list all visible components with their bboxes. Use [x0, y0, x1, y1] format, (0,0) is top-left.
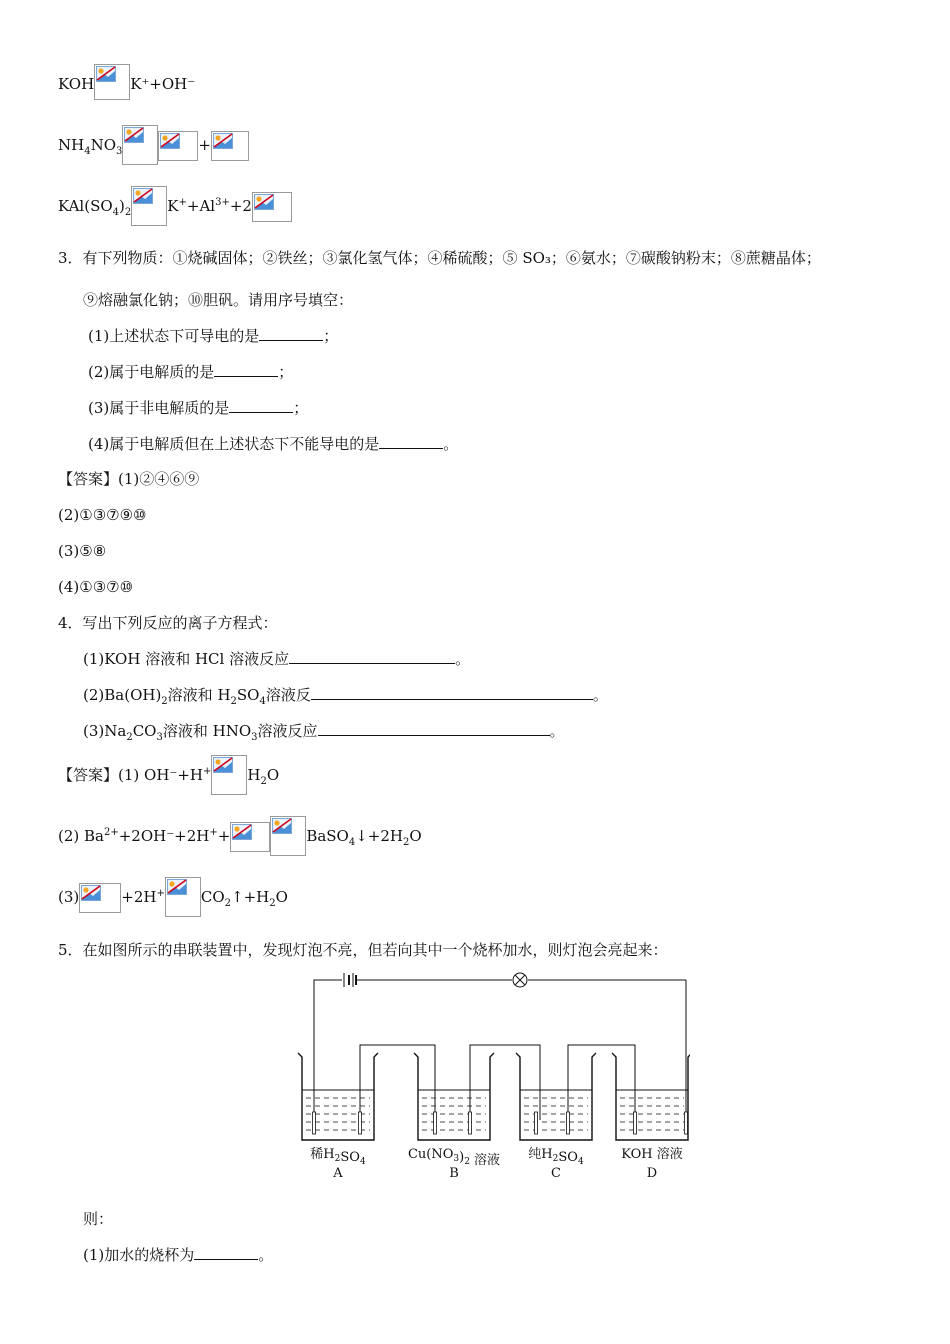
beaker-letter-label: C: [551, 1166, 561, 1181]
answer-blank: [379, 434, 443, 449]
broken-image-icon: [165, 877, 201, 917]
battery-icon: [344, 973, 356, 987]
beaker-name-label: $Cu(NO_3)_2$ 溶液: [407, 1147, 501, 1168]
series-circuit-diagram: [290, 965, 690, 1185]
beaker-d: [612, 1053, 690, 1140]
q4-answer-1: 【答案】(1) OH⁻+H+ $H_2O$: [58, 765, 279, 795]
broken-image-icon: [230, 822, 270, 852]
answer-blank: [289, 649, 455, 664]
q3-stem-line2: ⑨熔融氯化钠；⑩胆矾。请用序号填空：: [83, 291, 354, 309]
broken-image-icon: [211, 755, 247, 795]
beaker-letter-label: B: [449, 1166, 459, 1181]
equation-kal-so4: $KAl(SO_4)_2$ $K^++Al^{3+}+2$: [58, 196, 292, 226]
broken-image-icon: [158, 131, 198, 161]
top-wire: [314, 980, 686, 1120]
beaker-name-label: 稀$H_2SO_4$: [310, 1147, 366, 1167]
broken-image-icon: [79, 883, 121, 913]
broken-image-icon: [270, 816, 306, 856]
q3-stem-line1: 3．有下列物质：①烧碱固体；②铁丝；③氯化氢气体；④稀硫酸；⑤ SO₃；⑥氨水；⑦碳酸钠粉末；⑧蔗糖晶体；: [58, 249, 821, 267]
q4-answer-2: (2) $Ba^{2+}+2OH^-+2H^++$ $BaSO_4↓+2H_2O$: [58, 826, 422, 856]
beaker-name-label: KOH 溶液: [621, 1147, 683, 1162]
beaker-letter-label: D: [646, 1166, 658, 1181]
q3-answer-2: (2)①③⑦⑨⑩: [58, 506, 147, 524]
answer-blank: [214, 362, 278, 377]
q3-answer-1: 【答案】(1)②④⑥⑨: [58, 470, 200, 488]
equation-koh: KOH K⁺+OH⁻: [58, 74, 195, 100]
q4-sub2: $(2)Ba(OH)_2$溶液和 $H_2SO_4$溶液反 。: [83, 686, 608, 707]
answer-blank: [259, 326, 323, 341]
connecting-wires: [360, 1045, 635, 1120]
answer-blank: [311, 685, 593, 700]
beaker-c: [516, 1053, 596, 1140]
q4-answer-3: (3) +2H+ $CO_2↑+H_2O$: [58, 887, 288, 917]
q5-then: 则：: [83, 1210, 114, 1228]
q3-sub2: (2)属于电解质的是 ；: [88, 363, 294, 381]
beaker-name-label: 纯$H_2SO_4$: [528, 1147, 584, 1167]
q5-sub1: (1)加水的烧杯为 。: [83, 1246, 274, 1264]
q3-sub1: (1)上述状态下可导电的是 ；: [88, 327, 339, 345]
broken-image-icon: [122, 125, 158, 165]
q4-sub3: $(3)Na_2CO_3$溶液和 $HNO_3$溶液反应 。: [83, 722, 565, 743]
beaker-a: [298, 1053, 378, 1140]
q4-sub1: (1)KOH 溶液和 HCl 溶液反应 。: [83, 650, 471, 668]
q5-stem: 5．在如图所示的串联装置中，发现灯泡不亮，但若向其中一个烧杯加水，则灯泡会亮起来：: [58, 941, 668, 959]
broken-image-icon: [131, 186, 167, 226]
bulb-icon: [513, 973, 527, 987]
q3-answer-4: (4)①③⑦⑩: [58, 578, 134, 596]
answer-blank: [229, 398, 293, 413]
answer-blank: [318, 721, 550, 736]
q3-sub3: (3)属于非电解质的是 ；: [88, 399, 309, 417]
q3-answer-3: (3)⑤⑧: [58, 542, 107, 560]
broken-image-icon: [94, 64, 130, 100]
q4-stem: 4．写出下列反应的离子方程式：: [58, 614, 278, 632]
q3-sub4: (4)属于电解质但在上述状态下不能导电的是 。: [88, 435, 459, 453]
beaker-b: [414, 1053, 494, 1140]
beaker-letter-label: A: [333, 1166, 343, 1181]
equation-nh4no3: $NH_4NO_3$ +: [58, 135, 249, 165]
broken-image-icon: [211, 131, 249, 161]
broken-image-icon: [252, 192, 292, 222]
answer-blank: [194, 1245, 258, 1260]
